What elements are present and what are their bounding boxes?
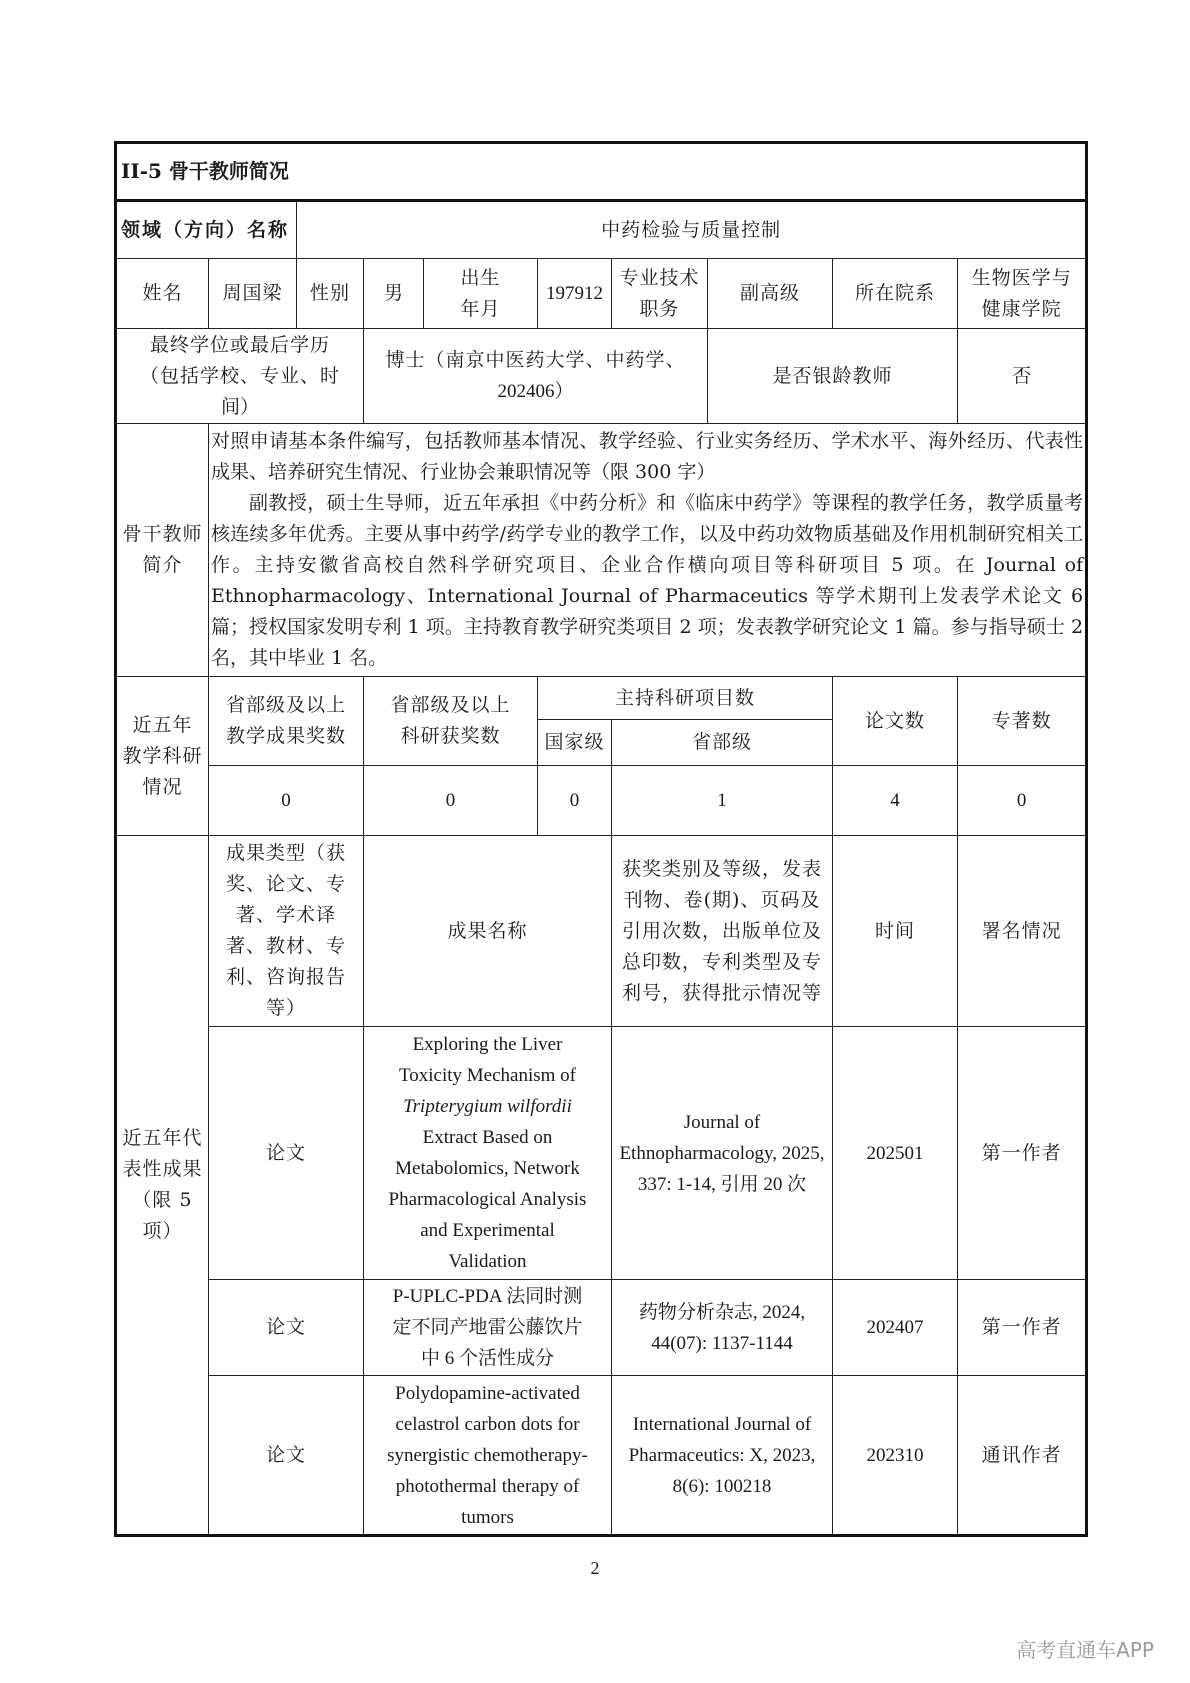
stats-teaching-header xyxy=(209,677,364,766)
achievement-row xyxy=(116,1376,1087,1536)
achievement-time-header: 时间 xyxy=(833,836,958,1027)
achievement-name-line: tumors xyxy=(461,1506,514,1528)
stats-provincial-header: 省部级 xyxy=(612,720,833,766)
stats-teaching-header-line-1: 省部级及以上 xyxy=(225,694,346,716)
achievement-name-line: Extract Based on xyxy=(422,1127,553,1148)
type-header-line: 著、教材、专 xyxy=(225,935,346,957)
detail-header-line: 引用次数，出版单位及 xyxy=(621,919,822,942)
detail-header-line: 总印数，专利类型及专 xyxy=(621,950,822,973)
achievements-label-line-1: 近五年代 xyxy=(122,1127,203,1149)
stats-books-header: 专著数 xyxy=(958,677,1087,766)
degree-value-line-2: 202406） xyxy=(497,381,574,402)
detail-header-line: 刊物、卷(期)、页码及 xyxy=(623,888,821,911)
stats-national-header: 国家级 xyxy=(538,720,612,766)
achievement-time: 202310 xyxy=(833,1376,958,1536)
achievement-detail-line: Ethnopharmacology, 2025, xyxy=(619,1142,825,1164)
achievement-type: 论文 xyxy=(209,1280,364,1376)
intro-label xyxy=(116,424,209,677)
stats-teaching-value: 0 xyxy=(209,766,364,836)
achievement-name-line: Metabolomics, Network xyxy=(395,1158,580,1179)
type-header-line: 利、咨询报告 xyxy=(225,966,346,988)
achievements-label-line-3: （限 5 xyxy=(132,1189,193,1211)
achievement-detail xyxy=(612,1376,833,1536)
achievement-detail-header xyxy=(612,836,833,1027)
field-label: 领域（方向）名称 xyxy=(116,201,297,259)
stats-research-header xyxy=(364,677,538,766)
achievement-type: 论文 xyxy=(209,1027,364,1280)
type-header-line: 等） xyxy=(265,997,306,1019)
stats-papers-header: 论文数 xyxy=(833,677,958,766)
achievements-label-line-2: 表性成果 xyxy=(122,1158,203,1180)
achievement-name-line: and Experimental xyxy=(420,1220,555,1241)
achievements-label-line-4: 项） xyxy=(142,1220,183,1242)
gender-value: 男 xyxy=(364,259,424,329)
gender-label: 性别 xyxy=(297,259,364,329)
birth-label-line-2: 年月 xyxy=(460,297,501,320)
stats-research-header-line-2: 科研获奖数 xyxy=(400,725,501,747)
degree-value-line-1: 博士（南京中医药大学、中药学、 xyxy=(385,349,686,371)
stats-research-value: 0 xyxy=(364,766,538,836)
stats-national-value: 0 xyxy=(538,766,612,836)
intro-label-line-1: 骨干教师 xyxy=(122,523,203,545)
watermark: 高考直通车APP xyxy=(1016,1638,1154,1662)
achievement-name-line: Exploring the Liver xyxy=(412,1034,563,1055)
detail-header-line: 利号，获得批示情况等 xyxy=(621,981,822,1004)
achievement-name-line: synergistic chemotherapy- xyxy=(387,1444,588,1466)
detail-header-line: 获奖类别及等级，发表 xyxy=(621,857,822,880)
type-header-line: 奖、论文、专 xyxy=(225,873,346,895)
stats-provincial-value: 1 xyxy=(612,766,833,836)
teacher-profile-table xyxy=(114,141,1088,1537)
dept-value xyxy=(958,259,1087,329)
achievement-name-line: 中 6 个活性成分 xyxy=(420,1348,554,1369)
achievement-row xyxy=(116,1280,1087,1376)
degree-label-line-2: （包括学校、专业、时 xyxy=(139,364,340,387)
degree-value xyxy=(364,329,708,424)
intro-content xyxy=(209,424,1087,677)
title-label xyxy=(612,259,708,329)
achievement-type: 论文 xyxy=(209,1376,364,1536)
stats-books-value: 0 xyxy=(958,766,1087,836)
stats-label-line-2: 教学科研 xyxy=(122,744,203,767)
stats-projects-header: 主持科研项目数 xyxy=(538,677,833,720)
dept-label: 所在院系 xyxy=(833,259,958,329)
silver-label: 是否银龄教师 xyxy=(708,329,958,424)
page-number: 2 xyxy=(590,1558,600,1578)
stats-label xyxy=(116,677,209,836)
achievement-name-line: celastrol carbon dots for xyxy=(395,1413,580,1435)
achievement-name-line: Validation xyxy=(448,1251,527,1272)
section-title: II-5 骨干教师简况 xyxy=(116,143,1087,201)
achievement-sign: 第一作者 xyxy=(958,1280,1087,1376)
achievement-name-line: photothermal therapy of xyxy=(395,1475,580,1497)
intro-label-line-2: 简介 xyxy=(142,554,183,576)
stats-research-header-line-1: 省部级及以上 xyxy=(390,694,511,716)
achievement-time: 202407 xyxy=(833,1280,958,1376)
achievement-detail-line: 8(6): 100218 xyxy=(672,1475,772,1497)
type-header-line: 著、学术译 xyxy=(235,904,336,926)
stats-papers-value: 4 xyxy=(833,766,958,836)
achievement-detail xyxy=(612,1280,833,1376)
achievement-detail-line: International Journal of xyxy=(632,1413,812,1435)
title-value: 副高级 xyxy=(708,259,833,329)
achievement-name xyxy=(364,1376,612,1536)
achievement-detail-line: 药物分析杂志, 2024, xyxy=(638,1301,806,1323)
name-label: 姓名 xyxy=(116,259,209,329)
title-label-line-2: 职务 xyxy=(639,297,680,320)
achievement-name-line: Tripterygium wilfordii xyxy=(403,1096,572,1117)
achievement-detail xyxy=(612,1027,833,1280)
stats-label-line-1: 近五年 xyxy=(132,713,193,736)
intro-instruction: 对照申请基本条件编写，包括教师基本情况、教学经验、行业实务经历、学术水平、海外经历、代表性成果、培养研究生情况、行业协会兼职情况等（限 300 字） xyxy=(211,430,1084,483)
achievement-name-line: 定不同产地雷公藤饮片 xyxy=(392,1317,583,1338)
achievement-name-header: 成果名称 xyxy=(364,836,612,1027)
achievement-name xyxy=(364,1280,612,1376)
achievement-name-line: Toxicity Mechanism of xyxy=(398,1065,577,1086)
silver-value: 否 xyxy=(958,329,1087,424)
achievement-sign: 通讯作者 xyxy=(958,1376,1087,1536)
dept-value-line-1: 生物医学与 xyxy=(971,266,1072,289)
type-header-line: 成果类型（获 xyxy=(225,842,346,864)
achievement-sign-header: 署名情况 xyxy=(958,836,1087,1027)
achievements-label xyxy=(116,836,209,1536)
achievement-detail-line: Journal of xyxy=(683,1111,761,1133)
achievement-sign: 第一作者 xyxy=(958,1027,1087,1280)
degree-label-line-1: 最终学位或最后学历 xyxy=(149,333,330,356)
achievement-name-line: Polydopamine-activated xyxy=(395,1382,580,1404)
stats-teaching-header-line-2: 教学成果奖数 xyxy=(225,725,346,747)
achievement-row xyxy=(116,1027,1087,1280)
achievement-detail-line: Pharmaceutics: X, 2023, xyxy=(628,1444,816,1466)
achievement-time: 202501 xyxy=(833,1027,958,1280)
field-value: 中药检验与质量控制 xyxy=(297,201,1087,259)
achievement-type-header xyxy=(209,836,364,1027)
stats-label-line-3: 情况 xyxy=(142,775,183,798)
achievement-detail-line: 44(07): 1137-1144 xyxy=(651,1332,793,1354)
achievement-detail-line: 337: 1-14, 引用 20 次 xyxy=(637,1173,807,1195)
achievement-name-line: P-UPLC-PDA 法同时测 xyxy=(392,1286,583,1307)
birth-label-line-1: 出生 xyxy=(460,266,501,289)
degree-label-line-3: 间） xyxy=(220,395,259,418)
title-label-line-1: 专业技术 xyxy=(619,266,700,289)
degree-label xyxy=(116,329,364,424)
dept-value-line-2: 健康学院 xyxy=(981,297,1062,320)
achievement-name xyxy=(364,1027,612,1280)
name-value: 周国梁 xyxy=(209,259,297,329)
intro-body: 副教授，硕士生导师，近五年承担《中药分析》和《临床中药学》等课程的教学任务，教学质量考核连续多年优秀。主要从事中药学/药学专业的教学工作，以及中药功效物质基础及作用机制研究相关工作。主持安徽省高校自然科学研究项目、企业合作横向项目等科研项目 5 项。在 Journal of Ethnopharmacology、International Journal of Pharmaceutics 等学术期刊上发表学术论文 6 篇；授权国家发明专利 1 项。主持教育教学研究类项目 2 项；发表教学研究论文 1 篇。参与指导硕士 2 名，其中毕业 1 名。 xyxy=(211,492,1084,669)
birth-value: 197912 xyxy=(538,259,612,329)
birth-label xyxy=(424,259,538,329)
achievement-name-line: Pharmacological Analysis xyxy=(388,1189,587,1210)
